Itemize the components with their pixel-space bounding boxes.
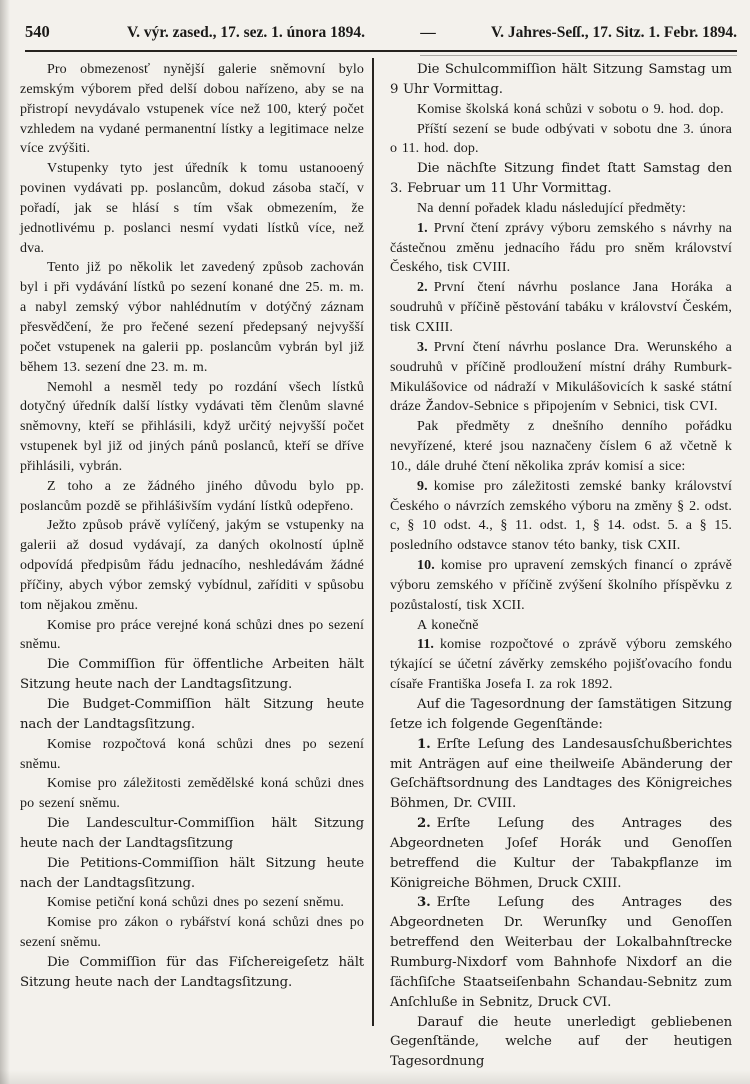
paragraph-text: Die Commiſſion für das Fiſchereigeſetz hält Sitzung heute nach der Landtagsſitzung. <box>20 954 364 990</box>
paragraph <box>20 735 364 775</box>
paragraph <box>20 953 364 993</box>
page-header <box>25 22 737 42</box>
paragraph-text: komise pro záležitosti zemské banky království Českého o návrzích zemského výboru na změny § 2. odst. c, § 10 odst. 4., § 11. odst. 1, § 14. odst. 5. a § 15. posledního odstavce stanov této banky, tisk CXII. <box>390 478 732 554</box>
paragraph-text: První čtení zprávy výboru zemského s návrhy na částečnou změnu jednacího řádu pro sněm království Českého, tisk CVIII. <box>390 220 732 276</box>
paragraph <box>390 556 732 616</box>
paragraph <box>390 477 732 556</box>
paragraph <box>390 616 732 636</box>
item-number: 1. <box>417 736 431 752</box>
paragraph-text: Nemohl a nesměl tedy po rozdání všech lístků dotyčný úředník další lístky vydávati těm členům slavné sněmovny, kteří se přihlásili, když určitý nejvyšší počet vstupenek byl již od jiných pánů poslanců, kteří se dříve přihlásili, vybrán. <box>20 379 364 474</box>
paragraph-text: Komise rozpočtová koná schůzi dnes po sezení sněmu. <box>20 736 364 772</box>
item-number: 3. <box>417 339 428 355</box>
paragraph <box>20 814 364 854</box>
paragraph-text: Erſte Leſung des Antrages des Abgeordneten Joſef Horák und Genoſſen betreffend die Kultur der Tabakpflanze im Königreiche Böhmen, Druck CXIII. <box>390 816 732 891</box>
paragraph <box>20 60 364 159</box>
paragraph <box>390 893 732 1012</box>
paragraph <box>20 378 364 477</box>
paragraph-text: Tento již po několik let zavedený způsob zachován byl i při vydávání lístků po sezení konané dne 25. m. m. a nabyl zemský výbor nahlédnutím v dotýčný záznam přesvědčení, že pro řečené sezení předepsaný nejvyšší počet vstupenek na galerii pp. poslancům vybrán byl již během 13. sezení dne 23. m. m. <box>20 260 364 375</box>
paragraph <box>390 735 732 814</box>
header-rule <box>25 50 737 52</box>
paragraph-text: Komise školská koná schůzi v sobotu o 9. hod. dop. <box>417 101 724 117</box>
paragraph <box>390 100 732 120</box>
paragraph <box>390 159 732 199</box>
paragraph <box>390 1013 732 1073</box>
paragraph-text: A konečně <box>417 617 479 633</box>
text-columns <box>20 60 732 1072</box>
paragraph <box>390 278 732 338</box>
paragraph <box>20 616 364 656</box>
item-number: 2. <box>417 280 428 296</box>
item-number: 10. <box>417 558 435 574</box>
paragraph-text: komise rozpočtové o zprávě výboru zemského týkající se účetní závěrky zemského pojišťovacího fondu císaře Františka Josefa I. za rok 1892. <box>390 637 732 693</box>
paragraph <box>390 635 732 695</box>
item-number: 11. <box>417 637 435 653</box>
paragraph-text: Die Petitions-Commiſſion hält Sitzung heute nach der Landtagsſitzung. <box>20 855 364 891</box>
paragraph-text: Komise petiční koná schůzi dnes po sezení sněmu. <box>47 895 345 911</box>
paragraph <box>390 120 732 160</box>
header-session-german: V. Jahres-Seſſ., 17. Sitz. 1. Febr. 1894. <box>490 24 737 41</box>
paragraph-text: První čtení návrhu poslance Dra. Werunského a soudruhů v příčině prodloužení místní dráhy Rumburk-Mikulášovice od nádraží v Mikulášovicích k saské státní dráze Žandov-Sebnice s připojením v Sebnici, tisk CVI. <box>390 339 732 415</box>
paragraph-text: Komise pro záležitosti zemědělské koná schůzi dnes po sezení sněmu. <box>20 776 364 812</box>
item-number: 1. <box>417 220 428 236</box>
paragraph <box>20 159 364 258</box>
paragraph-text: Z toho a ze žádného jiného důvodu bylo pp. poslancům pozdě se přihlášivším vydání lístků odepřeno. <box>20 478 364 514</box>
paragraph-text: Ježto způsob právě vylíčený, jakým se vstupenky na galerii až dosud vydávají, za daných okolností úplně odpovídá předpisům řádu jednacího, neshledávám žádné příčiny, abych výbor zemský vybídnul, zaříditi v spůsobu tom nějakou změnu. <box>20 518 364 613</box>
paragraph <box>390 199 732 219</box>
paragraph-text: Komise pro zákon o rybářství koná schůzi dnes po sezení sněmu. <box>20 915 364 951</box>
header-session-czech: V. výr. zased., 17. sez. 1. února 1894. <box>126 24 366 41</box>
paragraph <box>20 774 364 814</box>
paragraph-text: Auf die Tagesordnung der ſamstätigen Sitzung ſetze ich folgende Gegenſtände: <box>390 697 732 732</box>
paragraph <box>20 695 364 735</box>
paragraph-text: Die nächſte Sitzung findet ſtatt Samstag den 3. Februar um 11 Uhr Vormittag. <box>390 161 732 197</box>
left-column <box>20 60 376 1072</box>
paragraph <box>390 219 732 279</box>
paragraph-text: Die Schulcommiſſion hält Sitzung Samstag um 9 Uhr Vormittag. <box>390 62 732 97</box>
paragraph-text: Die Budget-Commiſſion hält Sitzung heute nach der Landtagsſitzung. <box>20 697 364 732</box>
paragraph <box>20 893 364 913</box>
paragraph-text: Pak předměty z dnešního denního pořádku nevyřízené, které jsou naznačeny číslem 6 až včetně k 10., dále druhé čtení několika zpráv komisí a sice: <box>390 419 732 474</box>
paragraph-text: Komise pro práce verejné koná schůzi dnes po sezení sněmu. <box>20 617 364 653</box>
header-rule-echo <box>420 55 737 56</box>
paragraph <box>390 338 732 417</box>
paragraph <box>20 655 364 695</box>
paragraph-text: Darauf die heute unerledigt gebliebenen Gegenſtände, welche auf der heutigen Tagesordnung <box>390 1014 732 1070</box>
paragraph-text: Vstupenky tyto jest úředník k tomu ustanooený povinen vydávati pp. poslancům, dokud zásoba stačí, v pořadí, jak se hlásí s tím však obmezením, že jednotlivému p. poslanci nesmí vydati lístků více, než dva. <box>20 161 364 256</box>
paragraph-text: První čtení návrhu poslance Jana Horáka a soudruhů v příčině pěstování tabáku v království Českém, tisk CXIII. <box>390 280 732 335</box>
paragraph-text: Die Commiſſion für öffentliche Arbeiten hält Sitzung heute nach der Landtagsſitzung. <box>20 657 364 693</box>
paragraph <box>20 477 364 517</box>
item-number: 9. <box>417 478 428 494</box>
item-number: 3. <box>417 895 431 911</box>
paragraph <box>390 695 732 735</box>
paragraph <box>20 913 364 953</box>
paragraph <box>390 60 732 100</box>
paragraph-text: Die Landescultur-Commiſſion hält Sitzung heute nach der Landtagsſitzung <box>20 816 364 851</box>
paragraph <box>390 417 732 477</box>
page-number: 540 <box>25 22 50 41</box>
paragraph <box>390 814 732 893</box>
paragraph <box>20 854 364 894</box>
paragraph-text: Erſte Leſung des Antrages des Abgeordneten Dr. Werunſky und Genoſſen betreffend den Weiterbau der Lokalbahnſtrecke Rumburg-Nixdorf vom Bahnhofe Nixdorf an die ſächſiſche Staatseiſenbahn Schandau-Sebnitz zum Anſchluße in Sebnitz, Druck CVI. <box>390 895 732 1010</box>
paragraph-text: Pro obmezenosť nynější galerie sněmovní bylo zemským výborem před delší dobou nařízeno, aby se na přistropí nevydávalo vstupenek více než 100, který počet vzhledem na vydané permanentní lístky a legitimace nelze více zvýšiti. <box>20 62 364 157</box>
paragraph-text: Erſte Leſung des Landesausſchußberichtes mit Anträgen auf eine theilweiſe Abänderung der Geſchäftsordnung des Landtages des Königreiches Böhmen, Dr. CVIII. <box>390 736 732 812</box>
paragraph-text: Na denní pořadek kladu následující předměty: <box>417 200 686 216</box>
paragraph <box>20 516 364 615</box>
right-column <box>376 60 732 1072</box>
item-number: 2. <box>417 816 431 832</box>
paragraph-text: Příští sezení se bude odbývati v sobotu dne 3. února o 11. hod. dop. <box>390 121 732 157</box>
paragraph <box>20 258 364 377</box>
paragraph-text: komise pro upravení zemských financí o zprávě výboru zemského v příčině zvýšení školního příspěvku z pozůstalostí, tisk XCII. <box>390 558 732 613</box>
header-separator: — <box>420 24 436 41</box>
